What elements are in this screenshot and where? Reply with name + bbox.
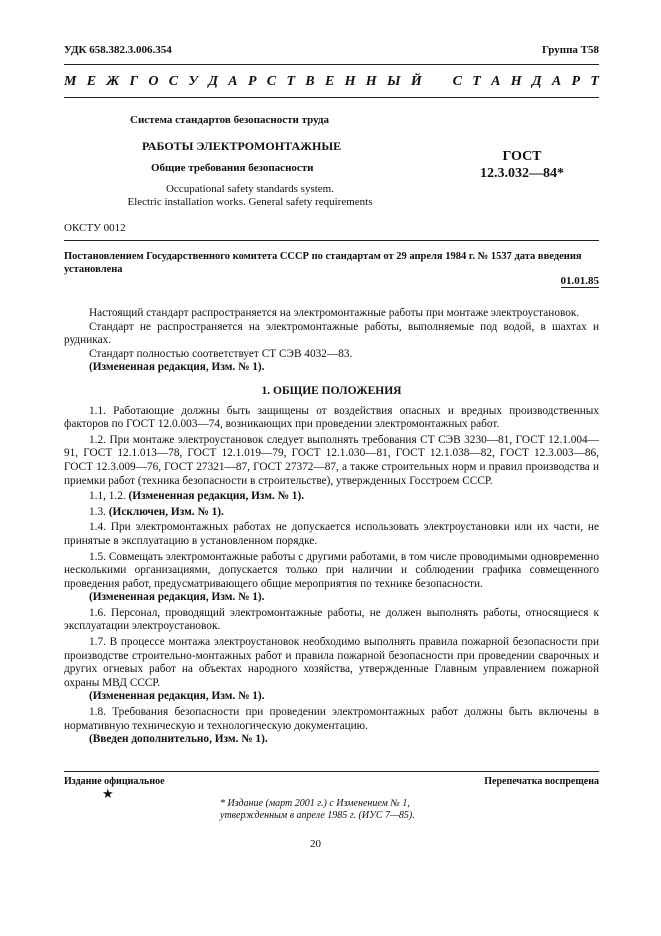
- paragraph: Стандарт не распространяется на электромонтажные работы, выполняемые под водой, в шахтах и рудниках.: [64, 320, 599, 347]
- intro-date: 01.01.85: [560, 275, 599, 287]
- banner-rule: [64, 97, 599, 98]
- clause-1-2: 1.2. При монтаже электроустановок следует выполнять требования СТ СЭВ 3230—81, ГОСТ 12.1.004—91, ГОСТ 12.1.013—78, ГОСТ 12.1.019—79, ГОСТ 12.1.030—81, ГОСТ 12.1.038—82, ГОСТ 12.3.003—86, ГОСТ 12.3.009—76, ГОСТ 27321—87, ГОСТ 27372—87, а также строительных норм и правил производства и приемки работ (техника безопасности в строительстве), утвержденных Госстроем СССР.: [64, 433, 599, 487]
- amendment-note: (Измененная редакция, Изм. № 1).: [89, 591, 265, 604]
- star-icon: ★: [102, 786, 114, 801]
- okstu-code: ОКСТУ 0012: [64, 222, 126, 234]
- group-code: Группа Т58: [541, 44, 599, 56]
- clause-1-3: 1.3. (Исключен, Изм. № 1).: [89, 505, 224, 518]
- page-number: 20: [310, 838, 321, 850]
- section-heading: 1. ОБЩИЕ ПОЛОЖЕНИЯ: [261, 384, 402, 397]
- clause-1-1: 1.1. Работающие должны быть защищены от воздействия опасных и вредных производственных факторов по ГОСТ 12.0.003—74, возникающих при проведении электромонтажных работ.: [64, 404, 599, 431]
- clause-1-7: 1.7. В процессе монтажа электроустановок необходимо выполнять правила пожарной безопасности при производстве строительно-монтажных работ и правила пожарной безопасности при проведении сварочных и других огневых работ на объектах народного хозяйства, утвержденные Главным управлением пожарной охраны МВД СССР.: [64, 636, 599, 689]
- clause-1-1-1-2: 1.1, 1.2. (Измененная редакция, Изм. № 1).: [89, 490, 305, 503]
- official-edition-label: Издание официальное: [64, 776, 165, 787]
- document-body: [64, 307, 599, 747]
- amendment-note: (Измененная редакция, Изм. № 1).: [89, 361, 265, 374]
- paragraph: Стандарт полностью соответствует СТ СЭВ 4032—83.: [89, 347, 353, 360]
- gost-number: 12.3.032—84*: [480, 166, 564, 181]
- paragraph: Настоящий стандарт распространяется на электромонтажные работы при монтаже электроустановок.: [89, 307, 580, 319]
- amendment-note: (Измененная редакция, Изм. № 1).: [89, 690, 265, 703]
- document-subtitle: Общие требования безопасности: [151, 162, 314, 174]
- reprint-prohibited-label: Перепечатка воспрещена: [484, 776, 599, 787]
- clause-1-8: 1.8. Требования безопасности при проведении электромонтажных работ должны быть включены в нормативную техническую и технологическую документацию.: [64, 706, 599, 732]
- amendment-note: (Введен дополнительно, Изм. № 1).: [89, 733, 268, 746]
- footer-rule: [64, 771, 599, 772]
- english-title: Occupational safety standards system. Electric installation works. General safety requirements: [127, 183, 373, 208]
- top-rule: [64, 64, 599, 65]
- decree-text: Постановлением Государственного комитета СССР по стандартам от 29 апреля 1984 г. № 1537 дата введения установлена: [64, 251, 582, 275]
- gost-designation: [472, 148, 572, 182]
- edition-footnote: * Издание (март 2001 г.) с Изменением № 1, утвержденным в апреле 1985 г. (ИУС 7—85).: [220, 798, 415, 821]
- udk-code: УДК 658.382.3.006.354: [64, 44, 172, 56]
- clause-1-5: 1.5. Совмещать электромонтажные работы с другими работами, в том числе проводимыми одновременно несколькими организациями, допускается только при наличии и соблюдении графика совмещенного проведения работ, предусматривающего общие мероприятия по технике безопасности.: [64, 550, 599, 590]
- okstu-rule: [64, 240, 599, 241]
- interstate-standard-banner: М Е Ж Г О С У Д А Р С Т В Е Н Н Ы Й С Т А Н Д А Р Т: [64, 74, 599, 89]
- clause-1-4: 1.4. При электромонтажных работах не допускается использовать электроустановки или их части, не принятые в эксплуатацию в установленном порядке.: [64, 521, 599, 547]
- document-title: РАБОТЫ ЭЛЕКТРОМОНТАЖНЫЕ: [142, 139, 342, 153]
- clause-1-6: 1.6. Персонал, проводящий электромонтажные работы, не должен выполнять работы, относящиеся к эксплуатации электроустановок.: [64, 606, 599, 633]
- gost-label: ГОСТ: [502, 149, 542, 164]
- standard-system-title: Система стандартов безопасности труда: [130, 114, 329, 126]
